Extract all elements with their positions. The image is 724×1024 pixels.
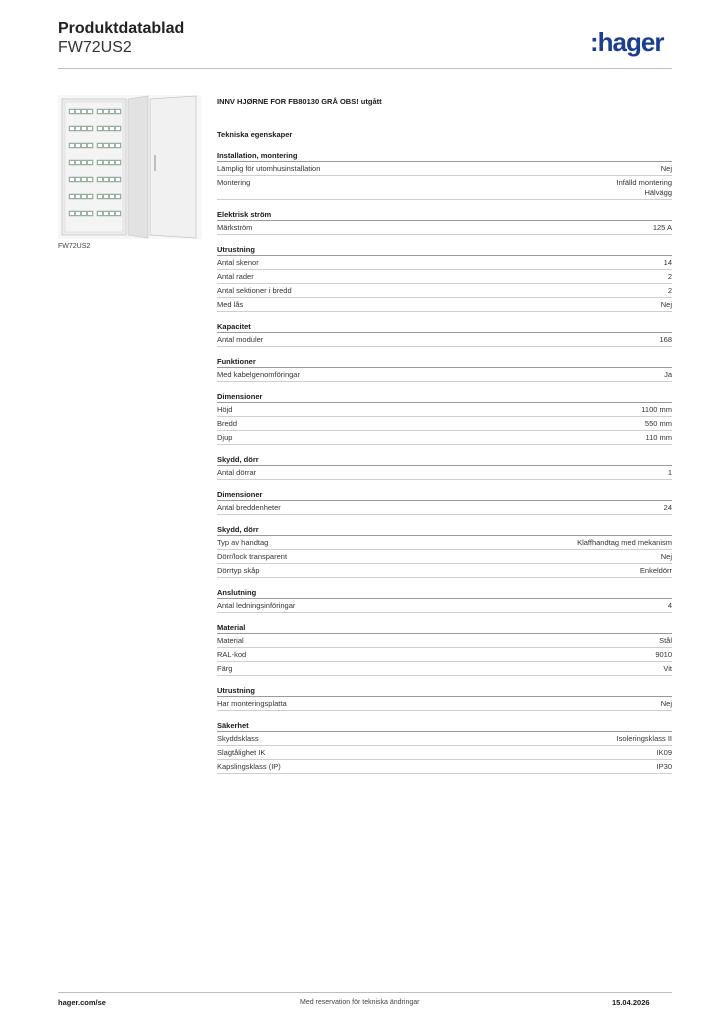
spec-row xyxy=(217,732,672,746)
spec-value-line: Vit xyxy=(663,664,672,673)
section-title: Utrustning xyxy=(217,685,672,697)
svg-text::hager: :hager xyxy=(590,27,664,57)
rail-slot xyxy=(104,195,108,198)
spec-label: Antal ledningsinföringar xyxy=(217,601,296,610)
section-title: Kapacitet xyxy=(217,321,672,333)
spec-value xyxy=(645,433,672,443)
spec-value-line: 110 mm xyxy=(645,433,672,442)
footer-date: 15.04.2026 xyxy=(612,998,650,1007)
spec-value xyxy=(661,699,672,709)
spec-value-line: Nej xyxy=(660,699,672,708)
rail-slot xyxy=(110,212,114,215)
rail-slot xyxy=(76,110,80,113)
spec-value xyxy=(664,370,672,380)
rail-slot xyxy=(76,195,80,198)
spec-row xyxy=(217,648,672,662)
technical-properties-heading: Tekniska egenskaper xyxy=(217,130,293,139)
section-title: Elektrisk ström xyxy=(217,209,672,221)
spec-row xyxy=(217,760,672,774)
product-code: FW72US2 xyxy=(58,39,132,56)
rail-slot xyxy=(116,161,120,164)
spec-value xyxy=(577,538,672,548)
rail-slot xyxy=(110,110,114,113)
spec-section xyxy=(217,209,672,235)
spec-value-line: Klaffhandtag med mekanism xyxy=(577,538,672,547)
spec-row xyxy=(217,162,672,176)
rail-slot xyxy=(70,212,74,215)
section-title: Anslutning xyxy=(217,587,672,599)
spec-value-line: Nej xyxy=(660,300,672,309)
spec-value xyxy=(661,164,672,174)
spec-label: Antal breddenheter xyxy=(217,503,281,512)
spec-row xyxy=(217,431,672,445)
spec-value xyxy=(668,272,672,282)
spec-label: Färg xyxy=(217,664,233,673)
rail-slot xyxy=(104,127,108,130)
rail-slot xyxy=(116,195,120,198)
spec-label: Typ av handtag xyxy=(217,538,269,547)
spec-row xyxy=(217,256,672,270)
spec-value-line: 4 xyxy=(667,601,672,610)
spec-value xyxy=(641,405,672,415)
spec-value xyxy=(668,468,672,478)
spec-row xyxy=(217,270,672,284)
product-image xyxy=(58,95,202,239)
spec-value-line: 9010 xyxy=(655,650,672,659)
spec-value-line: 125 A xyxy=(652,223,672,232)
spec-value xyxy=(655,650,672,660)
rail-slot xyxy=(82,144,86,147)
rail-slot xyxy=(104,212,108,215)
spec-label: Lämplig för utomhusinstallation xyxy=(217,164,321,173)
spec-value xyxy=(617,178,672,198)
spec-value xyxy=(657,762,672,772)
rail-slot xyxy=(98,195,102,198)
rail-slot xyxy=(88,127,92,130)
section-title: Säkerhet xyxy=(217,720,672,732)
spec-label: Dörr/lock transparent xyxy=(217,552,288,561)
rail-slot xyxy=(116,212,120,215)
spec-label: Höjd xyxy=(217,405,233,414)
section-title: Dimensioner xyxy=(217,391,672,403)
spec-label: Dörrtyp skåp xyxy=(217,566,260,575)
spec-value xyxy=(659,636,672,646)
rail-slot xyxy=(76,178,80,181)
spec-row xyxy=(217,284,672,298)
product-description: INNV HJØRNE FOR FB80130 GRÅ OBS! utgått xyxy=(217,97,382,106)
rail-slot xyxy=(104,178,108,181)
rail-slot xyxy=(82,110,86,113)
rail-slot xyxy=(116,144,120,147)
spec-label: Djup xyxy=(217,433,233,442)
section-title: Skydd, dörr xyxy=(217,524,672,536)
image-caption: FW72US2 xyxy=(58,243,91,250)
rail-slot xyxy=(82,212,86,215)
spec-label: Material xyxy=(217,636,244,645)
spec-label: Skyddsklass xyxy=(217,734,259,743)
rail-slot xyxy=(76,127,80,130)
spec-label: Märkström xyxy=(217,223,253,232)
rail-slot xyxy=(116,178,120,181)
spec-label: Antal rader xyxy=(217,272,254,281)
spec-label: RAL-kod xyxy=(217,650,247,659)
spec-value xyxy=(661,552,672,562)
spec-value-line: 24 xyxy=(663,503,672,512)
spec-label: Antal sektioner i bredd xyxy=(217,286,292,295)
spec-row xyxy=(217,368,672,382)
spec-value xyxy=(657,748,672,758)
section-title: Utrustning xyxy=(217,244,672,256)
rail-slot xyxy=(76,161,80,164)
spec-section xyxy=(217,391,672,445)
spec-value xyxy=(668,601,672,611)
spec-value xyxy=(664,503,672,513)
spec-row xyxy=(217,536,672,550)
spec-label: Har monteringsplatta xyxy=(217,699,287,708)
spec-value-line: Isoleringsklass II xyxy=(616,734,672,743)
rail-slot xyxy=(104,110,108,113)
spec-value-line: IK09 xyxy=(656,748,672,757)
spec-label: Antal skenor xyxy=(217,258,259,267)
page-title: Produktdatablad xyxy=(58,20,185,37)
spec-value xyxy=(640,566,672,576)
spec-section xyxy=(217,321,672,347)
spec-section xyxy=(217,489,672,515)
spec-row xyxy=(217,746,672,760)
spec-value-line: 2 xyxy=(667,286,672,295)
rail-slot xyxy=(70,161,74,164)
spec-section xyxy=(217,720,672,774)
spec-value xyxy=(617,734,672,744)
rail-slot xyxy=(116,127,120,130)
spec-section xyxy=(217,587,672,613)
rail-slot xyxy=(98,178,102,181)
section-title: Material xyxy=(217,622,672,634)
spec-value-line: Nej xyxy=(660,164,672,173)
rail-slot xyxy=(70,178,74,181)
rail-slot xyxy=(98,161,102,164)
rail-slot xyxy=(110,144,114,147)
rail-slot xyxy=(98,144,102,147)
spec-row xyxy=(217,333,672,347)
spec-value-line: 1100 mm xyxy=(641,405,672,414)
rail-slot xyxy=(98,110,102,113)
spec-label: Kapslingsklass (IP) xyxy=(217,762,281,771)
spec-section xyxy=(217,685,672,711)
rail-slot xyxy=(88,195,92,198)
spec-value-line: Ja xyxy=(664,370,672,379)
spec-value xyxy=(668,286,672,296)
spec-row xyxy=(217,176,672,200)
rail-slot xyxy=(70,127,74,130)
spec-row xyxy=(217,466,672,480)
spec-value-line: Nej xyxy=(660,552,672,561)
spec-value xyxy=(653,223,672,233)
rail-slot xyxy=(82,161,86,164)
spec-value-line: IP30 xyxy=(656,762,672,771)
rail-slot xyxy=(88,144,92,147)
rail-slot xyxy=(88,161,92,164)
rail-slot xyxy=(70,144,74,147)
spec-value xyxy=(661,300,672,310)
section-title: Installation, montering xyxy=(217,150,672,162)
footer-divider xyxy=(58,992,672,993)
spec-value-line: 550 mm xyxy=(644,419,672,428)
spec-row xyxy=(217,298,672,312)
spec-row xyxy=(217,662,672,676)
spec-label: Med lås xyxy=(217,300,244,309)
rail-slot xyxy=(88,178,92,181)
rail-slot xyxy=(116,110,120,113)
rail-slot xyxy=(88,110,92,113)
spec-section xyxy=(217,356,672,382)
spec-value-line: Infälld montering xyxy=(616,178,672,187)
spec-value xyxy=(664,258,672,268)
rail-slot xyxy=(82,127,86,130)
spec-section xyxy=(217,244,672,312)
rail-slot xyxy=(76,212,80,215)
rail-slot xyxy=(76,144,80,147)
spec-row xyxy=(217,550,672,564)
section-title: Funktioner xyxy=(217,356,672,368)
rail-slot xyxy=(98,127,102,130)
spec-value-line: 168 xyxy=(659,335,672,344)
spec-value-line: 14 xyxy=(663,258,672,267)
spec-value xyxy=(645,419,672,429)
spec-label: Med kabelgenomföringar xyxy=(217,370,300,379)
spec-content xyxy=(217,96,672,774)
rail-slot xyxy=(82,195,86,198)
rail-slot xyxy=(110,178,114,181)
spec-value-line: Hälvägg xyxy=(644,188,672,197)
header-divider xyxy=(58,68,672,69)
footer-disclaimer: Med reservation för tekniska ändringar xyxy=(300,999,420,1006)
spec-row xyxy=(217,599,672,613)
spec-row xyxy=(217,634,672,648)
rail-slot xyxy=(110,195,114,198)
spec-row xyxy=(217,501,672,515)
spec-row xyxy=(217,221,672,235)
spec-value-line: 1 xyxy=(667,468,672,477)
spec-value xyxy=(663,664,672,674)
spec-section xyxy=(217,622,672,676)
spec-label: Antal dörrar xyxy=(217,468,257,477)
rail-slot xyxy=(70,195,74,198)
spec-label: Bredd xyxy=(217,419,238,428)
rail-slot xyxy=(110,161,114,164)
hager-logo xyxy=(590,24,676,60)
spec-row xyxy=(217,417,672,431)
spec-label: Antal moduler xyxy=(217,335,264,344)
rail-slot xyxy=(88,212,92,215)
spec-section xyxy=(217,454,672,480)
rail-slot xyxy=(82,178,86,181)
spec-row xyxy=(217,403,672,417)
rail-slot xyxy=(70,110,74,113)
rail-slot xyxy=(104,144,108,147)
rail-slot xyxy=(98,212,102,215)
spec-sections xyxy=(217,150,672,774)
section-title: Skydd, dörr xyxy=(217,454,672,466)
spec-section xyxy=(217,524,672,578)
spec-value-line: Stål xyxy=(659,636,672,645)
spec-value xyxy=(659,335,672,345)
section-title: Dimensioner xyxy=(217,489,672,501)
spec-label: Montering xyxy=(217,178,251,187)
spec-section xyxy=(217,150,672,200)
spec-row xyxy=(217,564,672,578)
rail-slot xyxy=(110,127,114,130)
spec-value-line: 2 xyxy=(667,272,672,281)
rail-slot xyxy=(104,161,108,164)
spec-row xyxy=(217,697,672,711)
spec-label: Slagtålighet IK xyxy=(217,748,266,757)
spec-value-line: Enkeldörr xyxy=(639,566,672,575)
footer-website: hager.com/se xyxy=(58,998,106,1007)
